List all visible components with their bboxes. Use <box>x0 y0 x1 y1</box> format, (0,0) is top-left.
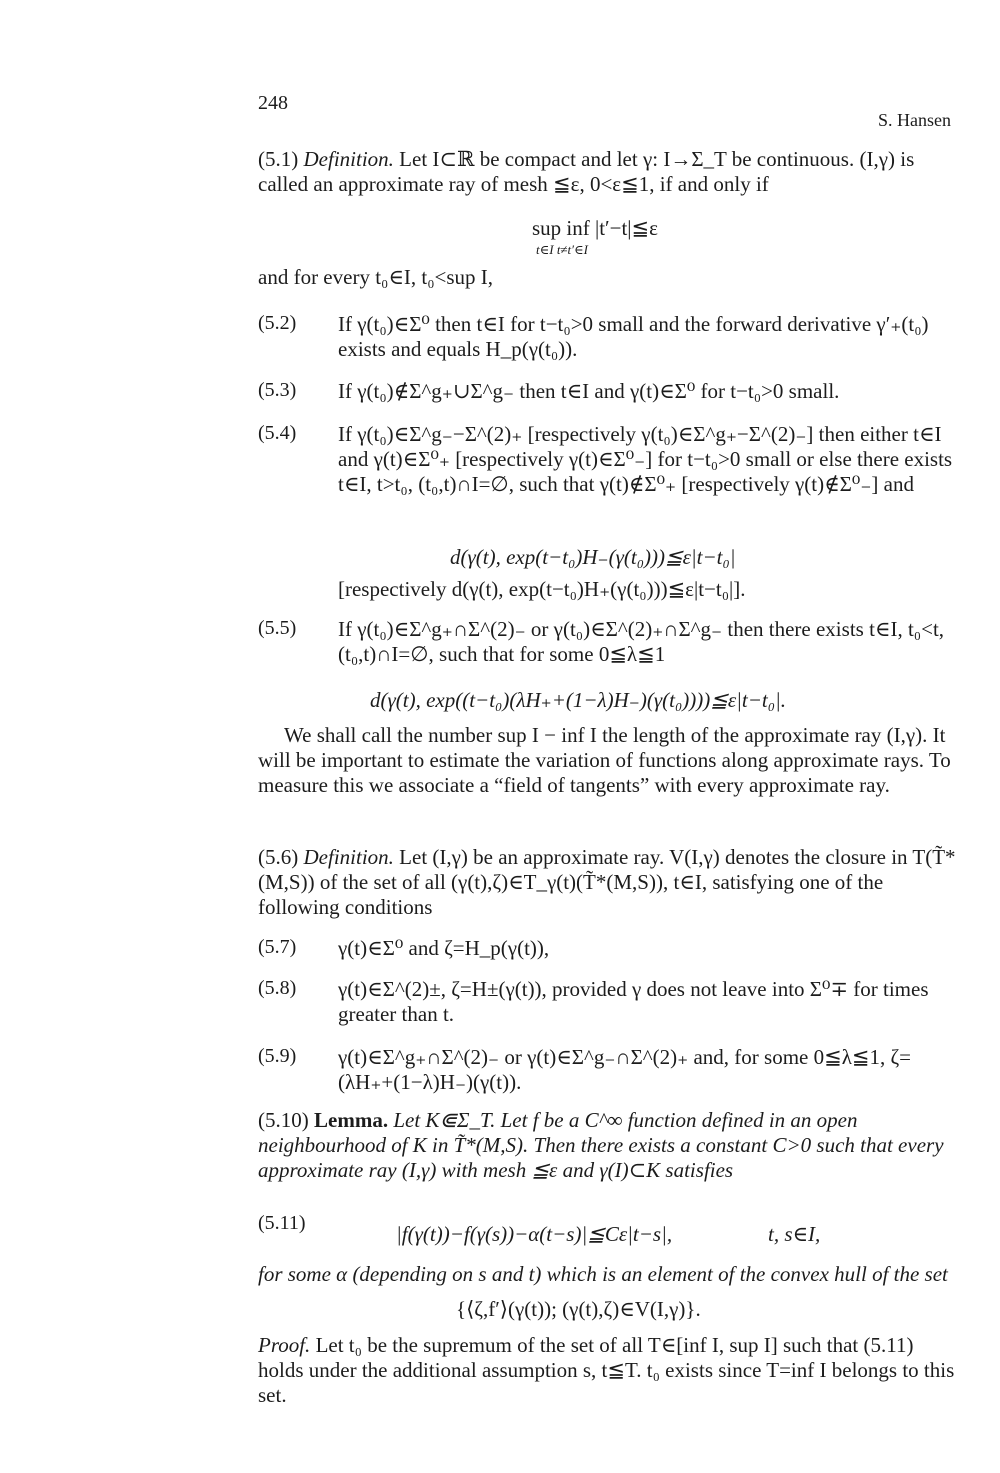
definition-label: (5.1) <box>258 147 299 171</box>
condition-label: (5.7) <box>258 936 297 958</box>
equation-5-11-condition: t, s∈I, <box>768 1222 821 1246</box>
definition-5-1 <box>258 147 958 197</box>
condition-text: If γ(t₀)∈Σ^g₋−Σ^(2)₊ [respectively γ(t₀)∈Σ^g₊−Σ^(2)₋] then either t∈I and γ(t)∈Σ⁰₊ [respectively γ(t)∈Σ⁰₋] for t−t₀>0 small or else there exists t∈I, t>t₀, (t₀,t)∩I=∅, such that γ(t)∉Σ⁰₊ [respectively γ(t)∉Σ⁰₋] and <box>338 422 953 496</box>
convex-hull-set: {⟨ζ,f′⟩(γ(t)); (γ(t),ζ)∈V(I,γ)}. <box>456 1297 701 1321</box>
condition-text: If γ(t₀)∉Σ^g₊∪Σ^g₋ then t∈I and γ(t)∈Σ⁰ for t−t₀>0 small. <box>338 379 840 403</box>
lemma-label: (5.10) <box>258 1108 309 1132</box>
definition-title: Definition. <box>303 845 394 869</box>
definition-label: (5.6) <box>258 845 299 869</box>
condition-label: (5.2) <box>258 312 297 334</box>
condition-text: γ(t)∈Σ⁰ and ζ=H_p(γ(t)), <box>338 936 550 960</box>
definition-5-6 <box>258 845 958 920</box>
formula-5-5: d(γ(t), exp((t−t₀)(λH₊+(1−λ)H₋)(γ(t₀))))≦ε|t−t₀|. <box>370 688 787 712</box>
proof-text: Let t₀ be the supremum of the set of all T∈[inf I, sup I] such that (5.11) holds under the additional assumption s, t≦T. t₀ exists since T=inf I belongs to this set. <box>258 1333 955 1407</box>
definition-text: Let I⊂ℝ be compact and let γ: I→Σ_T be continuous. (I,γ) is called an approximate ray of mesh ≦ε, 0<ε≦1, if and only if <box>258 147 915 196</box>
definition-title: Definition. <box>303 147 394 171</box>
paragraph-length-of-ray: We shall call the number sup I − inf I the length of the approximate ray (I,γ). It will be important to estimate the variation of functions along approximate rays. To measure this we associate a “field of tangents” with every approximate ray. <box>258 723 951 797</box>
equation-5-11: |f(γ(t))−f(γ(s))−α(t−s)|≦Cε|t−s|, <box>396 1222 673 1246</box>
lemma-title: Lemma. <box>314 1108 389 1132</box>
condition-label: (5.4) <box>258 422 297 444</box>
running-head-author: S. Hansen <box>878 110 951 130</box>
equation-label-5-11: (5.11) <box>258 1212 306 1234</box>
condition-text: If γ(t₀)∈Σ⁰ then t∈I for t−t₀>0 small and the forward derivative γ′₊(t₀) exists and equals H_p(γ(t₀)). <box>338 312 929 361</box>
definition-continuation: and for every t₀∈I, t₀<sup I, <box>258 265 494 289</box>
definition-text: Let (I,γ) be an approximate ray. V(I,γ) denotes the closure in T(T̃*(M,S)) of the set of all (γ(t),ζ)∈T_γ(t)(T̃*(M,S)), t∈I, satisfying one of the following conditions <box>258 845 956 919</box>
condition-text: γ(t)∈Σ^(2)±, ζ=H±(γ(t)), provided γ does not leave into Σ⁰∓ for times greater than t. <box>338 977 929 1026</box>
condition-label: (5.9) <box>258 1045 297 1067</box>
formula-sup-inf-subscript: t∈I t≠t′∈I <box>536 242 588 257</box>
lemma-5-10 <box>258 1108 958 1183</box>
lemma-continuation: for some α (depending on s and t) which is an element of the convex hull of the set <box>258 1262 948 1286</box>
proof-title: Proof. <box>258 1333 311 1357</box>
condition-text: γ(t)∈Σ^g₊∩Σ^(2)₋ or γ(t)∈Σ^g₋∩Σ^(2)₊ and, for some 0≦λ≦1, ζ=(λH₊+(1−λ)H₋)(γ(t)). <box>338 1045 912 1094</box>
formula-5-4-b: [respectively d(γ(t), exp(t−t₀)H₊(γ(t₀)))≦ε|t−t₀|]. <box>338 577 746 601</box>
lemma-text: Let K⋐Σ_T. Let f be a C^∞ function defined in an open neighbourhood of K in T̃*(M,S). Then there exists a constant C>0 such that every approximate ray (I,γ) with mesh ≦ε and γ(I)⊂K satisfies <box>258 1108 944 1182</box>
formula-5-4-a: d(γ(t), exp(t−t₀)H₋(γ(t₀)))≦ε|t−t₀| <box>450 545 736 569</box>
formula-sup-inf: sup inf |t′−t|≦ε <box>532 216 658 240</box>
condition-label: (5.5) <box>258 617 297 639</box>
condition-text: If γ(t₀)∈Σ^g₊∩Σ^(2)₋ or γ(t₀)∈Σ^(2)₊∩Σ^g₋ then there exists t∈I, t₀<t, (t₀,t)∩I=∅, such that for some 0≦λ≦1 <box>338 617 945 666</box>
proof <box>258 1333 958 1408</box>
condition-label: (5.8) <box>258 977 297 999</box>
condition-label: (5.3) <box>258 379 297 401</box>
page-number: 248 <box>258 92 288 114</box>
